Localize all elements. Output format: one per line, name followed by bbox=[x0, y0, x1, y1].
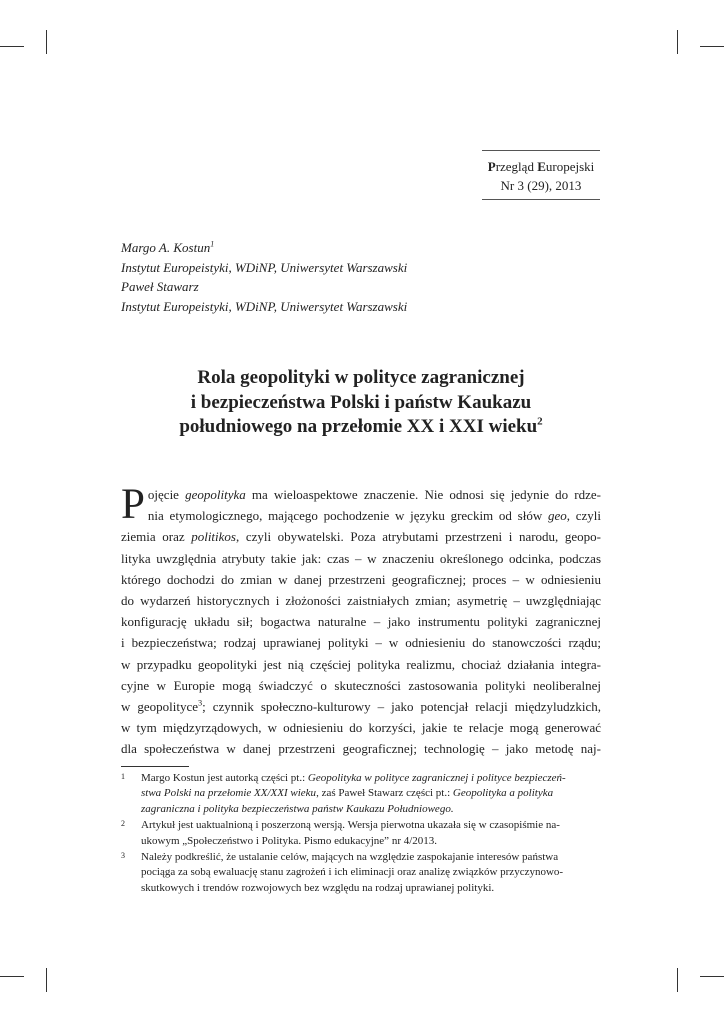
text-run: Margo Kostun jest autorką części pt.: bbox=[141, 772, 308, 784]
journal-rule-bottom bbox=[482, 199, 600, 200]
text-run: , zaś Paweł Stawarz części pt.: bbox=[316, 787, 453, 800]
text-run-italic: zagraniczna i polityka bezpieczeństwa państw Kaukazu Południowego. bbox=[141, 802, 454, 815]
footnote-1 bbox=[121, 771, 601, 817]
body-line bbox=[121, 696, 601, 717]
footnote-ref: 2 bbox=[537, 415, 543, 428]
author-1-affiliation: Instytut Europeistyki, WDiNP, Uniwersytet Warszawski bbox=[121, 259, 408, 275]
crop-mark bbox=[46, 30, 47, 54]
journal-name-part: rzegląd bbox=[495, 159, 538, 174]
crop-mark bbox=[0, 976, 24, 977]
text-run: ; czynnik społeczno-kulturowy – jako potencjał relacji międzyludzkich, bbox=[202, 699, 601, 715]
text-run-italic: Geopolityka a polityka bbox=[452, 787, 554, 800]
author-1 bbox=[121, 238, 407, 258]
footnote-line: ukowym „Społeczeństwo i Polityka. Pismo edukacyjne” nr 4/2013. bbox=[141, 834, 438, 847]
footnote-line: Należy podkreślić, że ustalanie celów, mających na względzie zaspokajanie interesów państwa bbox=[141, 851, 559, 864]
journal-initial-e: E bbox=[537, 159, 546, 174]
body-line bbox=[121, 484, 601, 505]
title-line-3 bbox=[121, 415, 601, 440]
journal-name-part: uropejski bbox=[545, 159, 595, 174]
body-line bbox=[121, 526, 601, 547]
drop-cap: P bbox=[121, 481, 145, 528]
footnote-text bbox=[141, 850, 601, 896]
footnote-number: 3 bbox=[121, 851, 125, 861]
footnote-text bbox=[141, 771, 601, 817]
title-line-1: Rola geopolityki w polityce zagranicznej bbox=[197, 367, 525, 388]
text-run: w geopolityce bbox=[121, 699, 199, 715]
author-2-affiliation: Instytut Europeistyki, WDiNP, Uniwersytet Warszawski bbox=[121, 298, 408, 314]
text-run: ojęcie bbox=[147, 487, 186, 502]
footnote-3 bbox=[121, 850, 601, 896]
footnote-line bbox=[141, 771, 601, 786]
text-run: ziemia oraz bbox=[121, 529, 192, 545]
authors-block bbox=[121, 238, 407, 316]
author-2-name: Paweł Stawarz bbox=[121, 279, 199, 294]
article-body bbox=[121, 481, 601, 760]
journal-header bbox=[482, 150, 600, 200]
text-run: nia etymologicznego, mającego pochodzenie w języku greckim od słów bbox=[147, 508, 548, 524]
footnote-line: skutkowych i trendów rozwojowych bez względu na rodzaj uprawianej polityki. bbox=[141, 881, 495, 894]
journal-name bbox=[482, 157, 600, 176]
footnote-number: 2 bbox=[121, 819, 125, 829]
footnote-line: Artykuł jest uaktualnioną i poszerzoną wersją. Wersja pierwotna ukazała się w czasopiśmie na- bbox=[141, 819, 560, 832]
footnote-ref: 3 bbox=[198, 698, 203, 708]
footnote-line bbox=[141, 802, 601, 817]
title-line-2: i bezpieczeństwa Polski i państw Kaukazu bbox=[190, 391, 532, 413]
body-line: i bezpieczeństwa; rodzaj uprawianej polityki – w odniesieniu do stanowczości rządu; bbox=[121, 635, 601, 651]
footnote-ref: 1 bbox=[210, 239, 215, 249]
body-line: w przypadku geopolityki jest nią częściej polityka realizmu, chociaż działania integra- bbox=[121, 656, 601, 672]
footnotes bbox=[121, 771, 601, 897]
title-line-3-text: południowego na przełomie XX i XXI wieku bbox=[179, 416, 538, 437]
body-line: w tym międzyrządowych, w odniesieniu do korzyści, jakie te relacje mogą generować bbox=[121, 720, 601, 736]
crop-mark bbox=[700, 46, 724, 47]
author-1-name: Margo A. Kostun bbox=[121, 240, 211, 255]
text-run: , czyli bbox=[566, 508, 601, 524]
body-line: konfigurację układu sił; bogactwa naturalne – jako instrumentu polityki zagranicznej bbox=[121, 614, 601, 630]
crop-mark bbox=[677, 968, 678, 992]
crop-mark bbox=[0, 46, 24, 47]
crop-mark bbox=[46, 968, 47, 992]
body-line: cyjne w Europie mogą świadczyć o skuteczności zastosowania polityki neoliberalnej bbox=[121, 677, 601, 693]
footnote-number: 1 bbox=[121, 772, 125, 781]
text-run-italic: geo bbox=[547, 508, 567, 524]
footnote-text bbox=[141, 818, 601, 849]
body-line: lityka uwzględnia atrybuty takie jak: czas – w znaczeniu określonego odcinka, podczas bbox=[121, 550, 601, 566]
journal-issue: Nr 3 (29), 2013 bbox=[500, 178, 582, 193]
journal-rule-top bbox=[482, 150, 600, 151]
text-run-italic: geopolityka bbox=[185, 487, 246, 502]
text-run-italic: politikos bbox=[191, 529, 236, 545]
footnote-2 bbox=[121, 818, 601, 849]
body-line bbox=[121, 505, 601, 526]
body-line: dla społeczeństwa w danej przestrzeni geograficznej; technologię – jako metodę naj- bbox=[121, 741, 601, 757]
text-run: ma wieloaspektowe znaczenie. Nie odnosi się jedynie do rdze- bbox=[245, 487, 601, 502]
text-run-italic: Geopolityka w polityce zagranicznej i polityce bezpieczeń- bbox=[307, 772, 566, 784]
crop-mark bbox=[700, 976, 724, 977]
crop-mark bbox=[677, 30, 678, 54]
article-title bbox=[121, 366, 601, 440]
text-run: , czyli obywatelski. Poza atrybutami przestrzeni i narodu, geopo- bbox=[235, 529, 601, 545]
body-line: którego dochodzi do zmian w danej przestrzeni geograficznej; proces – w odniesieniu bbox=[121, 571, 601, 587]
body-line: do wydarzeń historycznych i złożoności zaistniałych zmian; asymetrię – uwzględniając bbox=[121, 593, 601, 609]
footnote-line: pociąga za sobą ewaluację stanu zagrożeń i ich eliminacji oraz analizę związków przyczynowo- bbox=[141, 866, 564, 879]
footnote-line bbox=[141, 786, 601, 801]
text-run-italic: stwa Polski na przełomie XX/XXI wieku bbox=[141, 787, 317, 800]
journal-initial-p: P bbox=[487, 159, 496, 174]
footnote-separator bbox=[121, 766, 189, 767]
